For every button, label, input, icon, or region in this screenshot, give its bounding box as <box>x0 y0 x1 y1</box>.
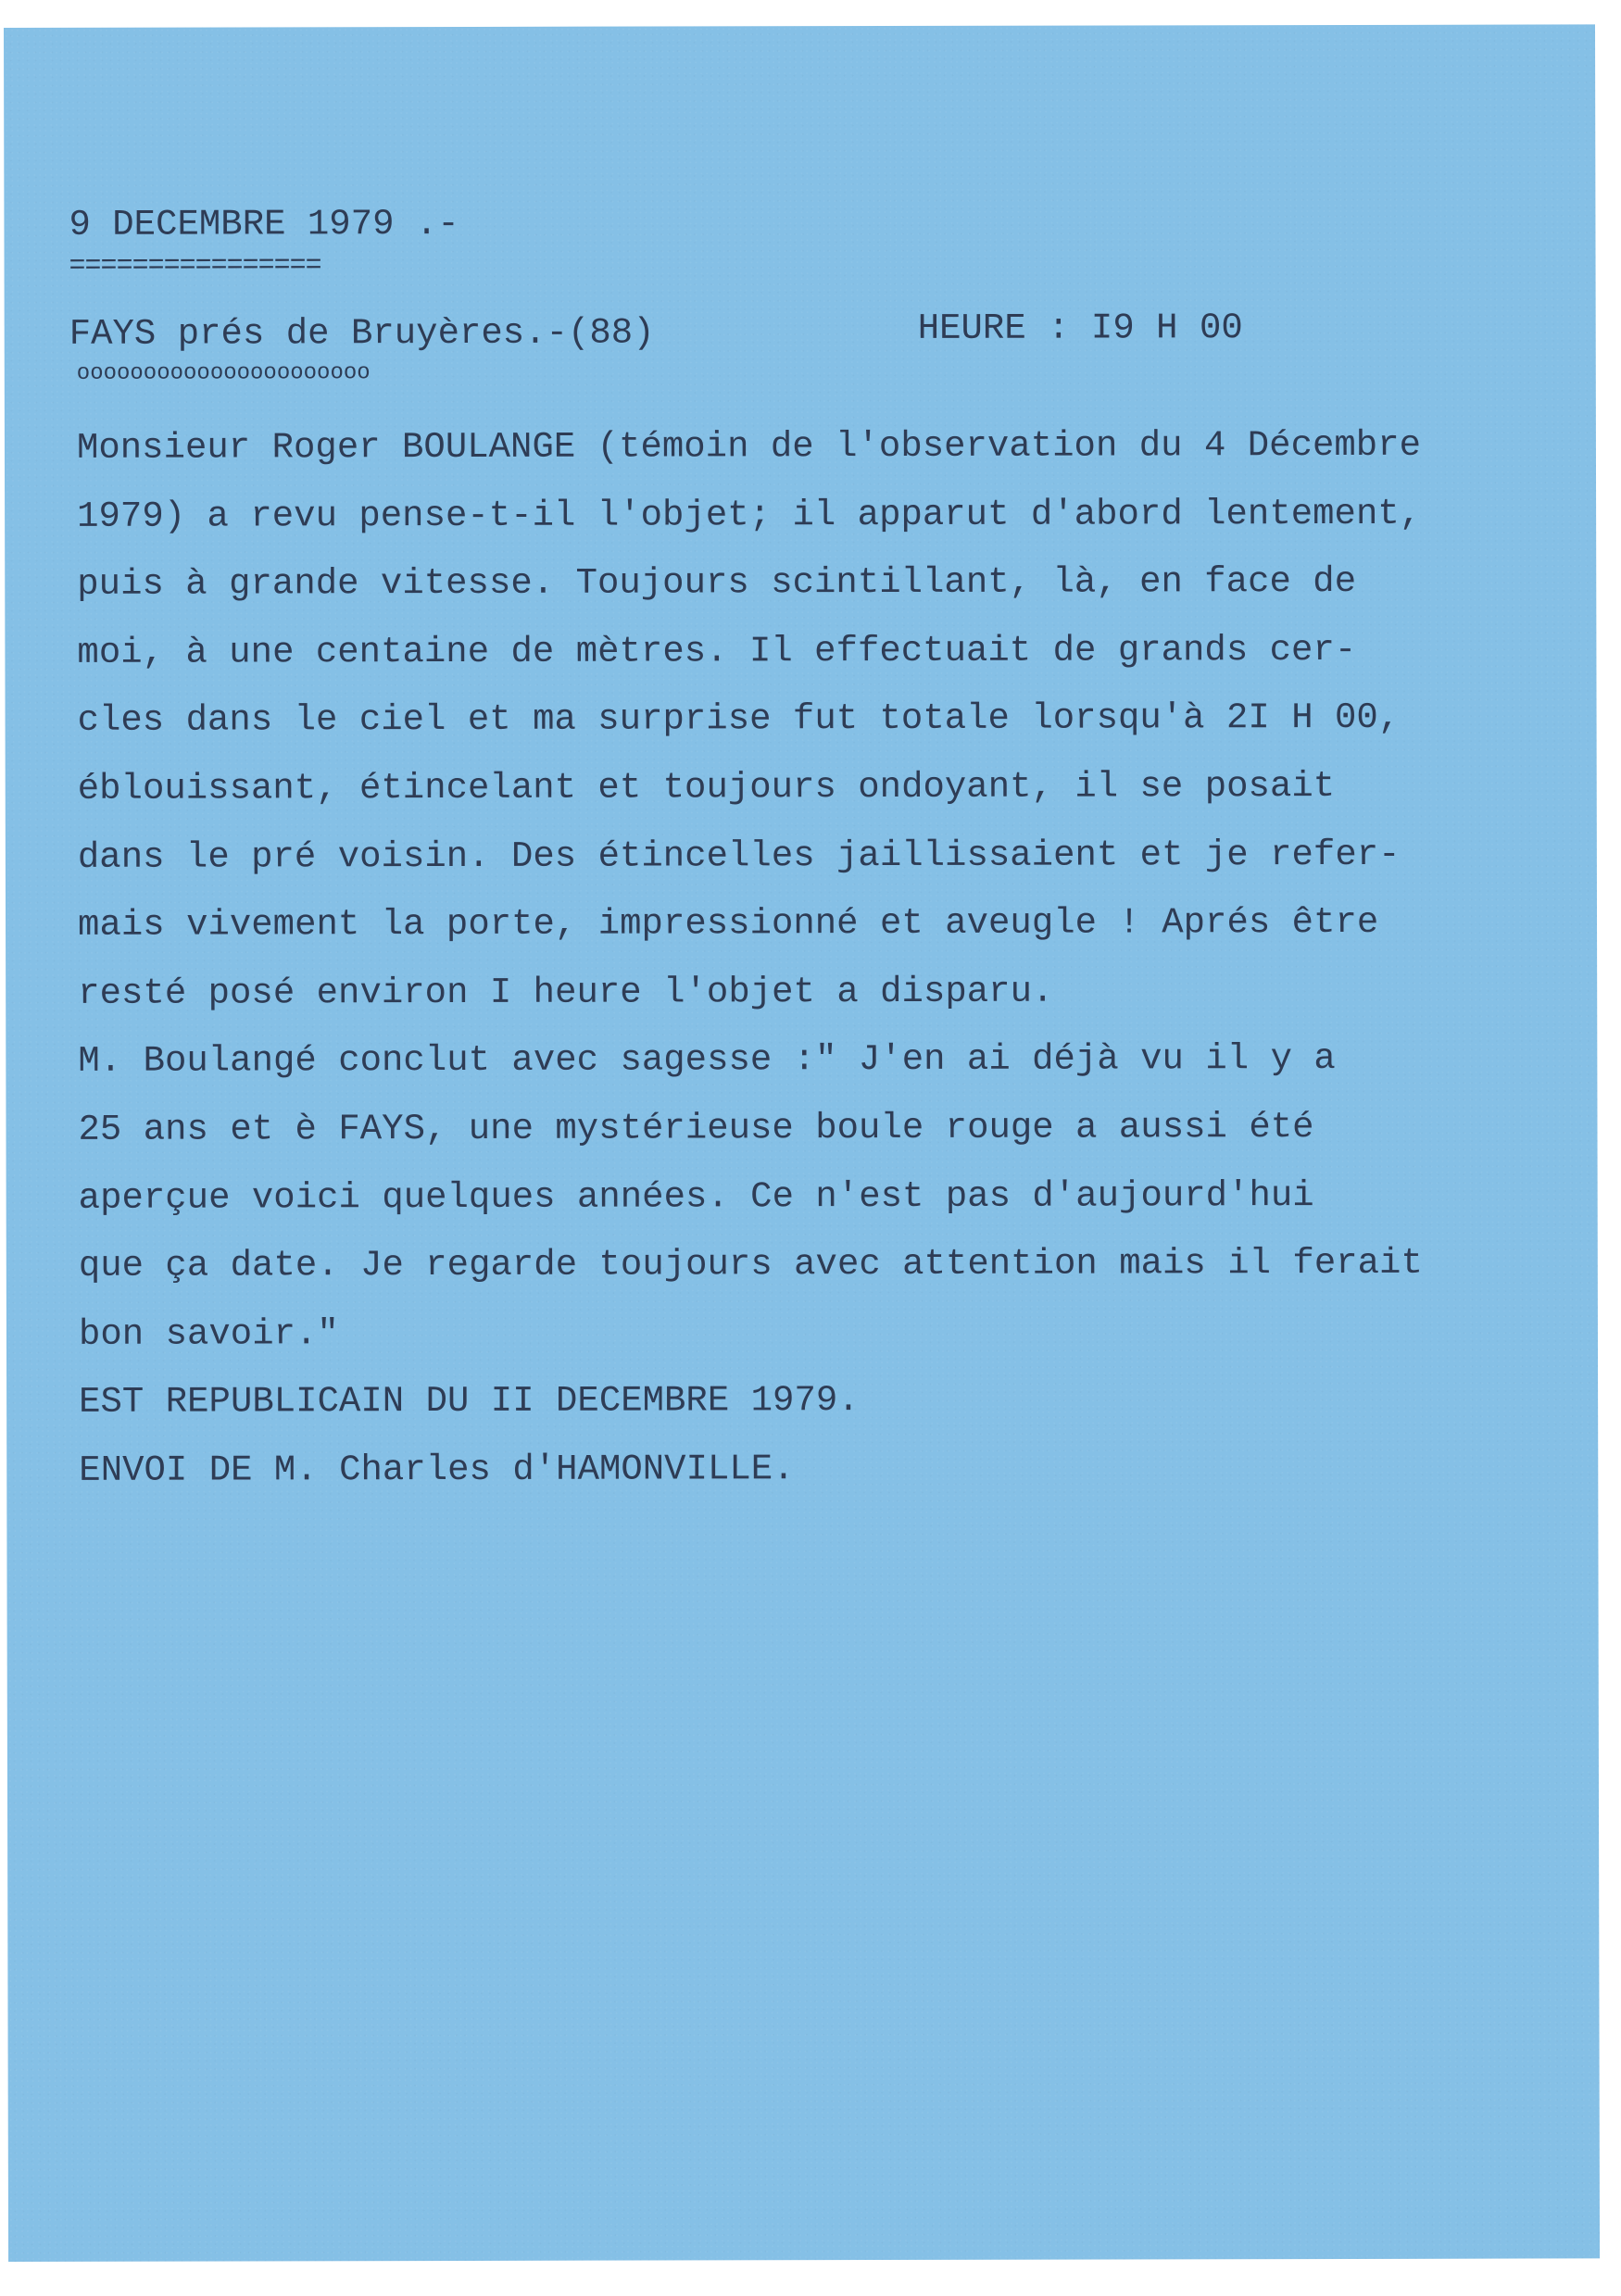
body-line: 1979) a revu pense-t-il l'objet; il apparut d'abord lentement, <box>77 493 1422 537</box>
body-line: éblouissant, étincelant et toujours ondoyant, il se posait <box>77 765 1336 809</box>
observation-time: HEURE : I9 H 00 <box>917 307 1243 349</box>
source-line: EST REPUBLICAIN DU II DECEMBRE 1979. <box>79 1380 860 1424</box>
body-line: Monsieur Roger BOULANGE (témoin de l'observation du 4 Décembre <box>76 424 1422 469</box>
blue-index-card <box>4 24 1600 2262</box>
report-date: 9 DECEMBRE 1979 .- <box>69 203 459 245</box>
location-underline: oooooooooooooooooooooo <box>76 360 371 386</box>
body-line: dans le pré voisin. Des étincelles jaillissaient et je refer- <box>77 834 1401 878</box>
body-line: que ça date. Je regarde toujours avec attention mais il ferait <box>78 1242 1423 1286</box>
body-line: moi, à une centaine de mètres. Il effectuait de grands cer- <box>77 629 1357 673</box>
body-line: resté posé environ I heure l'objet a disparu. <box>78 971 1054 1014</box>
body-line: mais vivement la porte, impressionné et aveugle ! Aprés être <box>77 902 1379 946</box>
date-underline: ================ <box>69 250 321 282</box>
location: FAYS prés de Bruyères.-(88) <box>69 312 655 355</box>
body-line: M. Boulangé conclut avec sagesse :" J'en ai déjà vu il y a <box>78 1038 1336 1083</box>
body-line: 25 ans et è FAYS, une mystérieuse boule rouge a aussi été <box>78 1106 1314 1150</box>
sender-line: ENVOI DE M. Charles d'HAMONVILLE. <box>79 1449 795 1491</box>
body-line: cles dans le ciel et ma surprise fut totale lorsqu'à 2I H 00, <box>77 697 1401 742</box>
body-line: aperçue voici quelques années. Ce n'est pas d'aujourd'hui <box>78 1174 1314 1219</box>
body-line: puis à grande vitesse. Toujours scintillant, là, en face de <box>77 561 1357 606</box>
report-body <box>77 411 1598 1505</box>
body-line: bon savoir." <box>78 1312 339 1355</box>
